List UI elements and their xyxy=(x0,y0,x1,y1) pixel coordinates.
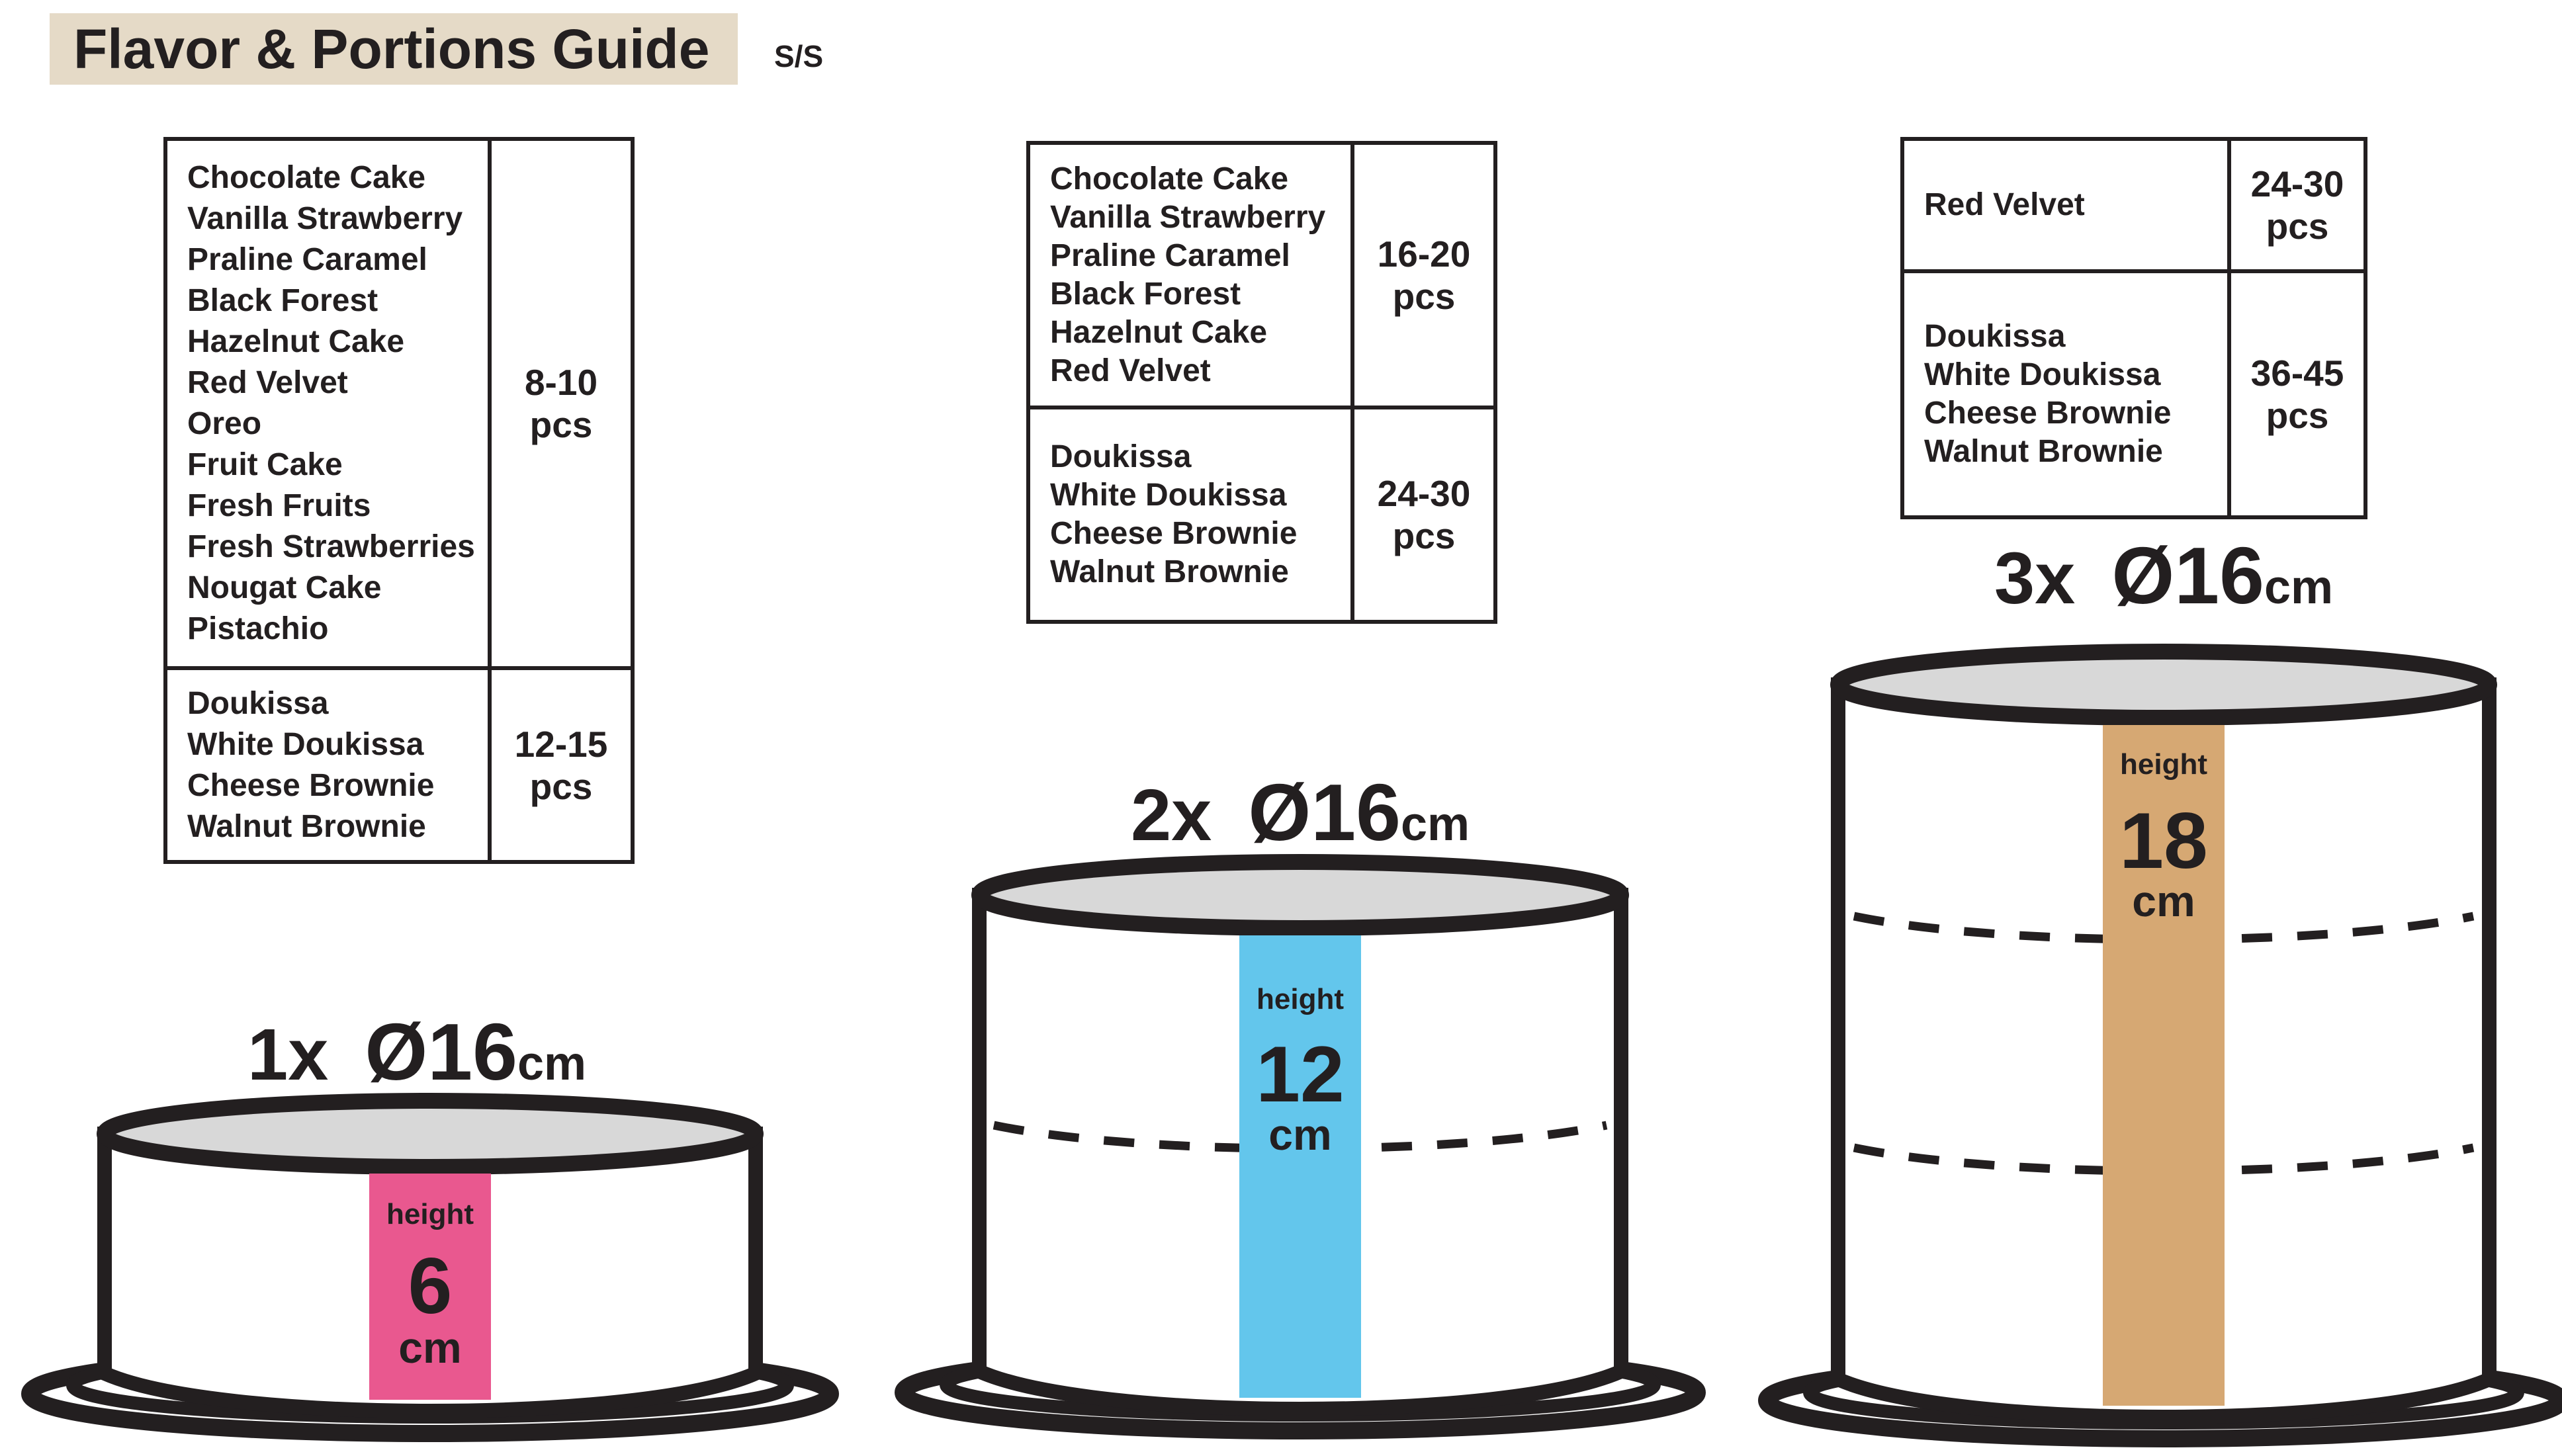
flavor-item: Black Forest xyxy=(187,283,378,318)
cake-illustration-1x xyxy=(7,1007,867,1456)
cake-top xyxy=(979,862,1621,928)
portion-range: 12-15 xyxy=(514,723,608,765)
height-caption: height xyxy=(2120,748,2207,781)
flavor-item: Cheese Brownie xyxy=(1924,396,2172,431)
page-title: Flavor & Portions Guide xyxy=(73,18,710,80)
portion-count-cell xyxy=(2231,141,2363,273)
portion-range: 8-10 xyxy=(524,362,598,403)
flavor-item: Red Velvet xyxy=(1050,353,1211,388)
flavor-list xyxy=(1030,145,1354,409)
height-value: 6 xyxy=(408,1242,453,1330)
portion-count-cell xyxy=(1354,145,1493,409)
portion-range: 16-20 xyxy=(1377,234,1471,275)
flavor-item: Pistachio xyxy=(187,611,329,646)
flavor-item: Cheese Brownie xyxy=(187,767,435,803)
flavor-item: Doukissa xyxy=(1924,319,2066,354)
portion-range: 24-30 xyxy=(1377,473,1471,514)
flavor-item: Nougat Cake xyxy=(187,570,382,605)
flavor-item: Fresh Fruits xyxy=(187,488,371,523)
cake-illustration-3x xyxy=(1737,531,2562,1456)
portion-range: 24-30 xyxy=(2250,163,2344,204)
portions-table-3x xyxy=(1900,137,2367,519)
height-value: 12 xyxy=(1256,1030,1345,1119)
flavor-item: Red Velvet xyxy=(187,365,348,400)
cake-illustration-2x xyxy=(880,767,1740,1456)
flavor-item: Hazelnut Cake xyxy=(1050,315,1268,350)
height-unit: cm xyxy=(1268,1110,1332,1159)
portion-range: 36-45 xyxy=(2250,353,2344,394)
flavor-item: White Doukissa xyxy=(1924,357,2161,392)
height-value: 18 xyxy=(2119,796,2208,885)
flavor-item: Walnut Brownie xyxy=(1924,434,2163,469)
portion-unit: pcs xyxy=(529,404,593,445)
cake-size-label: 1x Ø16cm xyxy=(247,1007,587,1097)
title-suffix-badge: S/S xyxy=(774,39,824,73)
flavor-item: Vanilla Strawberry xyxy=(187,201,463,236)
flavor-item: Fresh Strawberries xyxy=(187,529,475,564)
portion-count-cell xyxy=(492,141,631,670)
flavor-item: White Doukissa xyxy=(187,726,424,762)
cake-top xyxy=(105,1101,756,1167)
flavor-list xyxy=(1904,273,2231,515)
cake-size-label: 3x Ø16cm xyxy=(1994,531,2334,621)
portions-table-2x xyxy=(1026,141,1497,624)
flavor-item: Oreo xyxy=(187,406,262,441)
height-caption: height xyxy=(1257,983,1344,1015)
height-unit: cm xyxy=(398,1323,462,1372)
flavor-item: Praline Caramel xyxy=(187,242,427,277)
height-unit: cm xyxy=(2132,877,2195,925)
page-title-bar xyxy=(50,13,738,85)
flavor-item: Red Velvet xyxy=(1924,187,2085,222)
flavor-item: Chocolate Cake xyxy=(187,160,426,195)
flavor-item: Black Forest xyxy=(1050,277,1241,312)
flavor-item: Doukissa xyxy=(187,685,329,721)
height-caption: height xyxy=(386,1198,474,1230)
portion-count-cell xyxy=(492,670,631,860)
portion-unit: pcs xyxy=(1392,515,1456,556)
portion-unit: pcs xyxy=(2266,206,2329,247)
flavor-item: Doukissa xyxy=(1050,439,1192,474)
flavor-list xyxy=(1030,409,1354,620)
portion-count-cell xyxy=(2231,273,2363,515)
flavor-item: Chocolate Cake xyxy=(1050,161,1289,196)
flavor-item: White Doukissa xyxy=(1050,478,1287,513)
flavor-item: Hazelnut Cake xyxy=(187,324,405,359)
portion-unit: pcs xyxy=(1392,276,1456,317)
flavor-item: Vanilla Strawberry xyxy=(1050,200,1326,235)
flavor-list xyxy=(167,141,492,670)
flavor-list xyxy=(1904,141,2231,273)
flavor-item: Cheese Brownie xyxy=(1050,516,1298,551)
cake-top xyxy=(1838,652,2489,718)
flavor-item: Walnut Brownie xyxy=(1050,554,1289,589)
portions-table-1x xyxy=(163,137,635,864)
portion-unit: pcs xyxy=(2266,395,2329,436)
flavor-item: Walnut Brownie xyxy=(187,808,426,844)
flavor-item: Fruit Cake xyxy=(187,447,343,482)
portion-unit: pcs xyxy=(529,765,593,807)
flavor-item: Praline Caramel xyxy=(1050,238,1290,273)
portion-count-cell xyxy=(1354,409,1493,620)
flavor-list xyxy=(167,670,492,860)
cake-size-label: 2x Ø16cm xyxy=(1130,767,1470,857)
